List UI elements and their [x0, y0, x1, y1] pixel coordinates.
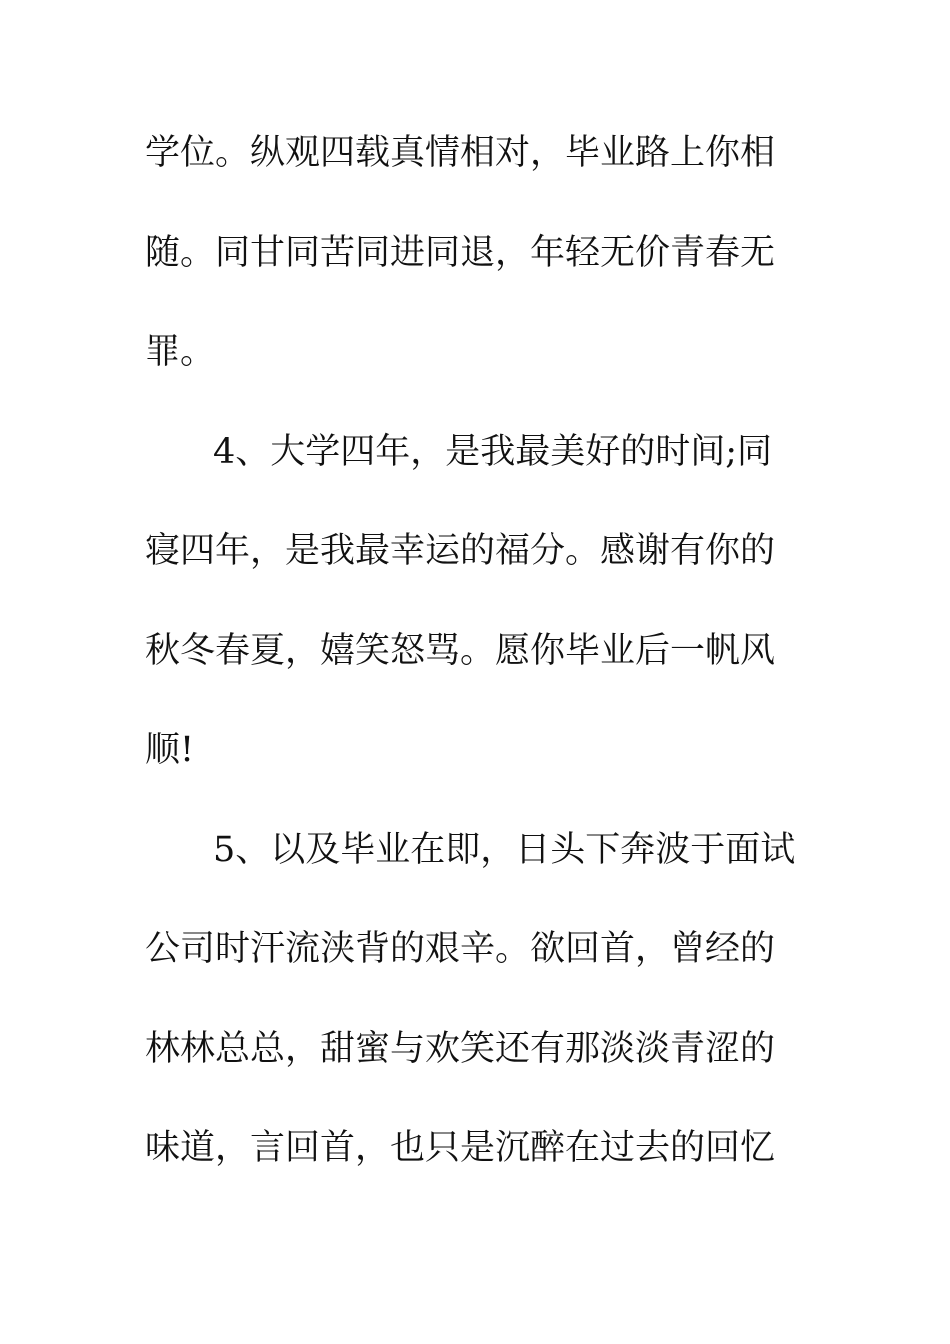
text-line-8: 5、以及毕业在即，日头下奔波于面试: [213, 830, 796, 870]
text-line-2: 随。同甘同苦同进同退，年轻无价青春无: [145, 233, 776, 273]
text-line-11: 味道，言回首，也只是沉醉在过去的回忆: [145, 1128, 776, 1168]
text-line-4: 4、大学四年，是我最美好的时间;同: [213, 432, 773, 472]
text-line-3: 罪。: [145, 332, 216, 372]
text-line-7: 顺!: [145, 730, 195, 770]
text-line-10: 林林总总，甜蜜与欢笑还有那淡淡青涩的: [145, 1029, 776, 1069]
text-line-9: 公司时汗流浃背的艰辛。欲回首，曾经的: [145, 929, 776, 969]
text-line-5: 寝四年，是我最幸运的福分。感谢有你的: [145, 531, 776, 571]
text-line-6: 秋冬春夏，嬉笑怒骂。愿你毕业后一帆风: [145, 631, 776, 671]
text-line-1: 学位。纵观四载真情相对，毕业路上你相: [145, 133, 776, 173]
